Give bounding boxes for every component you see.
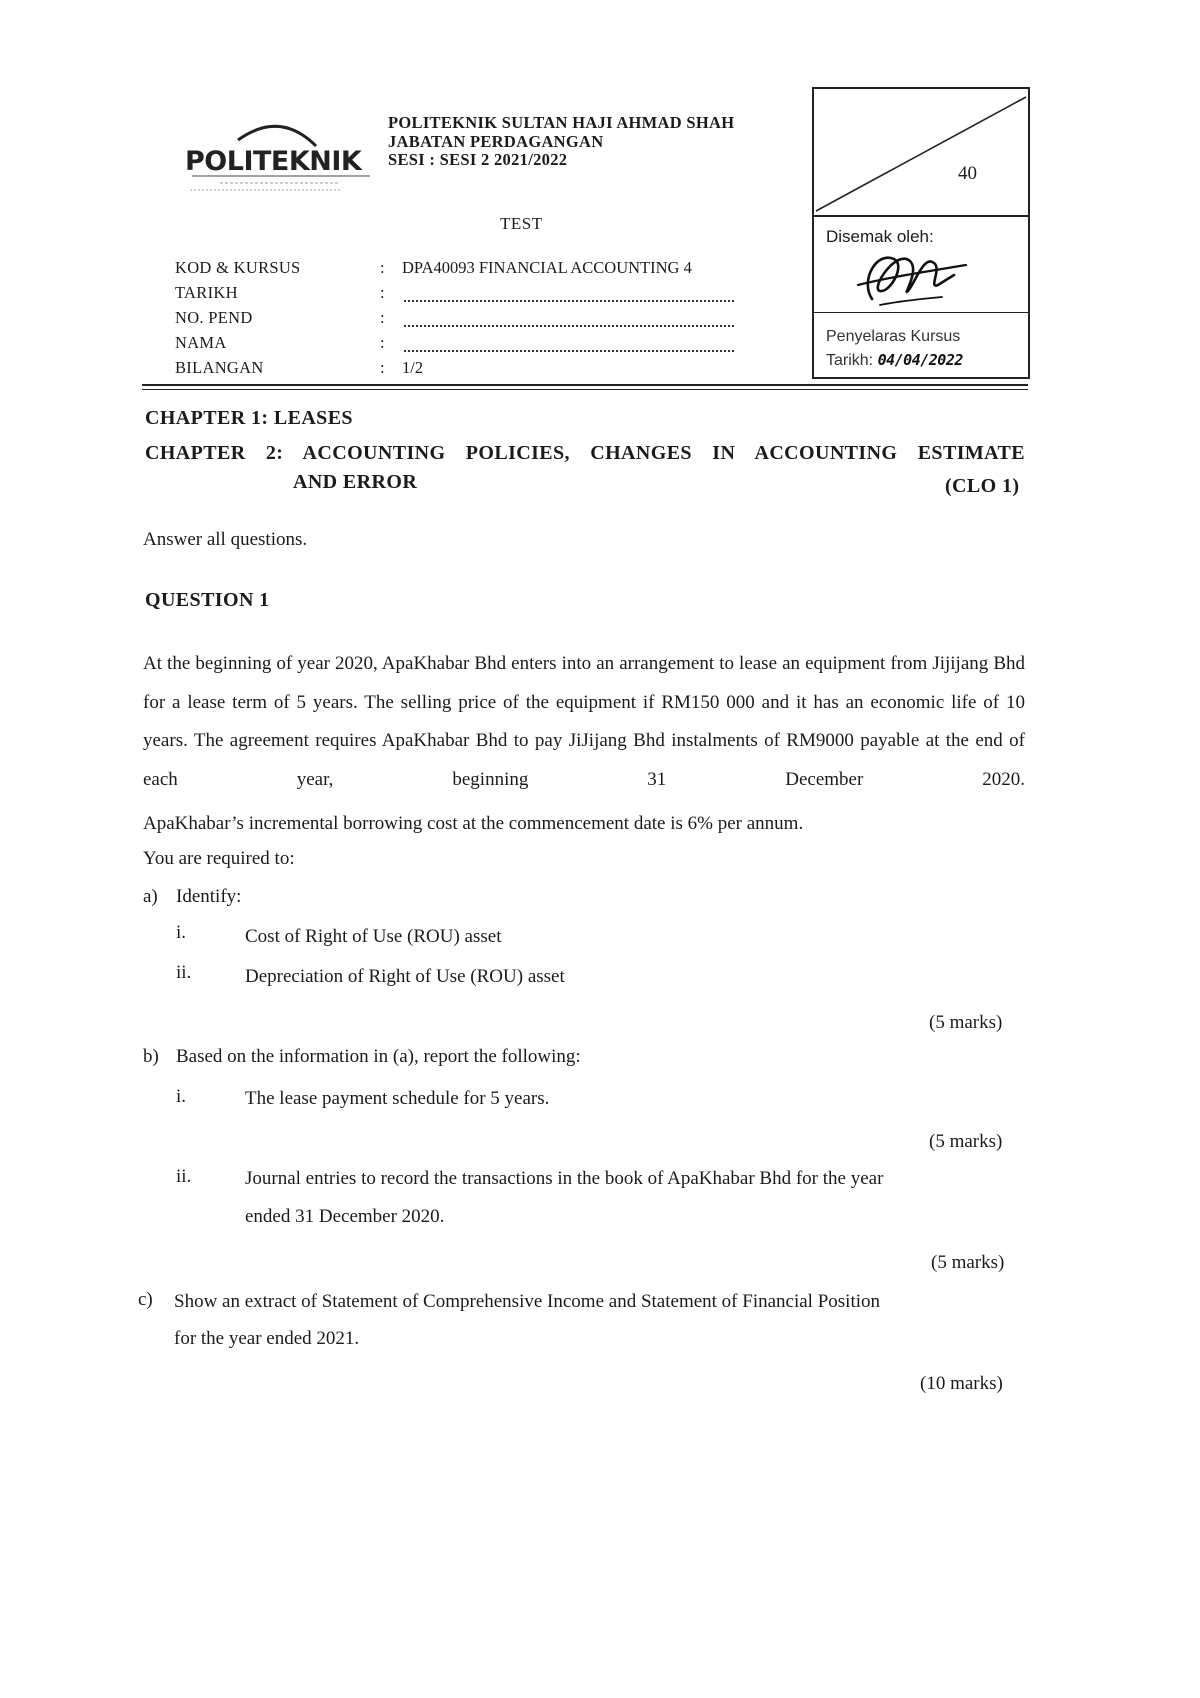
chapter-2-title: CHAPTER 2: ACCOUNTING POLICIES, CHANGES IN ACCOUNTING ESTIMATE (145, 442, 1025, 464)
part-b-i-marks: (5 marks) (929, 1131, 1003, 1152)
signature-icon (850, 241, 970, 313)
part-b-text: Based on the information in (a), report the following: (176, 1046, 581, 1067)
part-b-i-num: i. (176, 1086, 187, 1107)
field-label-course: KOD & KURSUS (175, 258, 301, 277)
name-blank-line[interactable] (404, 350, 734, 352)
date-label: Tarikh: (826, 352, 874, 369)
part-a-label: a) (143, 886, 158, 907)
part-a-ii-text: Depreciation of Right of Use (ROU) asset (245, 966, 565, 987)
institution-block (388, 114, 734, 170)
verification-date (826, 351, 963, 370)
test-label: TEST (500, 214, 543, 233)
date-blank-line[interactable] (404, 300, 734, 302)
part-c-text: Show an extract of Statement of Comprehensive Income and Statement of Financial Position (174, 1291, 881, 1312)
checked-by-label: Disemak oleh: (826, 227, 934, 246)
politeknik-logo (180, 112, 380, 200)
coordinator-label: Penyelaras Kursus (826, 328, 961, 345)
field-label-name: NAMA (175, 333, 227, 352)
question-paragraph-last: ApaKhabar’s incremental borrowing cost at the commencement date is 6% per annum. (143, 813, 804, 834)
clo-label: (CLO 1) (945, 475, 1020, 497)
question-paragraph: At the beginning of year 2020, ApaKhabar Bhd enters into an arrangement to lease an equipment from Jijijang Bhd for a lease term of 5 years. The selling price of the equipment if RM150 000 and it has an economic life of 10 years. The agreement requires ApaKhabar Bhd to pay JiJijang Bhd instalments of RM9000 payable at the end of each year, beginning 31 December 2020. (143, 653, 1025, 790)
field-label-date: TARIKH (175, 283, 238, 302)
session-label: SESI : SESI 2 2021/2022 (388, 150, 568, 169)
header-divider-thin (142, 389, 1028, 390)
field-value-count: 1/2 (402, 358, 424, 377)
student-no-blank-line[interactable] (404, 325, 734, 327)
part-b-ii-text-cont: ended 31 December 2020. (245, 1206, 445, 1227)
part-b-ii-num: ii. (176, 1166, 192, 1187)
field-value-course: DPA40093 FINANCIAL ACCOUNTING 4 (402, 258, 692, 277)
required-text: You are required to: (143, 848, 295, 869)
diagonal-line (814, 89, 1028, 215)
department-name: JABATAN PERDAGANGAN (388, 131, 604, 151)
score-box (812, 87, 1030, 217)
part-c-marks: (10 marks) (920, 1373, 1003, 1394)
part-a-text: Identify: (176, 886, 242, 907)
field-colon: : (380, 358, 385, 377)
institution-name: POLITEKNIK SULTAN HAJI AHMAD SHAH (388, 113, 735, 132)
part-b-ii-marks: (5 marks) (931, 1252, 1005, 1273)
field-colon: : (380, 308, 385, 327)
part-c-label: c) (138, 1289, 153, 1310)
header-divider (142, 384, 1028, 386)
field-label-student-no: NO. PEND (175, 308, 253, 327)
field-colon: : (380, 258, 385, 277)
instruction-text: Answer all questions. (143, 529, 308, 550)
part-a-i-text: Cost of Right of Use (ROU) asset (245, 926, 502, 947)
part-c-text-cont: for the year ended 2021. (174, 1328, 360, 1349)
date-value: 04/04/2022 (877, 351, 963, 369)
part-b-label: b) (143, 1046, 159, 1067)
part-a-marks: (5 marks) (929, 1012, 1003, 1033)
chapter-1-title: CHAPTER 1: LEASES (145, 407, 353, 429)
part-b-ii-text: Journal entries to record the transactions in the book of ApaKhabar Bhd for the year (245, 1168, 884, 1189)
part-a-i-num: i. (176, 922, 187, 943)
part-b-i-text: The lease payment schedule for 5 years. (245, 1088, 550, 1109)
field-colon: : (380, 283, 385, 302)
field-label-count: BILANGAN (175, 358, 264, 377)
part-a-ii-num: ii. (176, 962, 192, 983)
field-colon: : (380, 333, 385, 352)
verification-box (812, 213, 1030, 379)
logo-wordmark: POLITEKNIK (185, 146, 362, 177)
chapter-2-title-cont: AND ERROR (293, 471, 418, 493)
question-title: QUESTION 1 (145, 589, 270, 611)
total-score: 40 (958, 163, 977, 184)
